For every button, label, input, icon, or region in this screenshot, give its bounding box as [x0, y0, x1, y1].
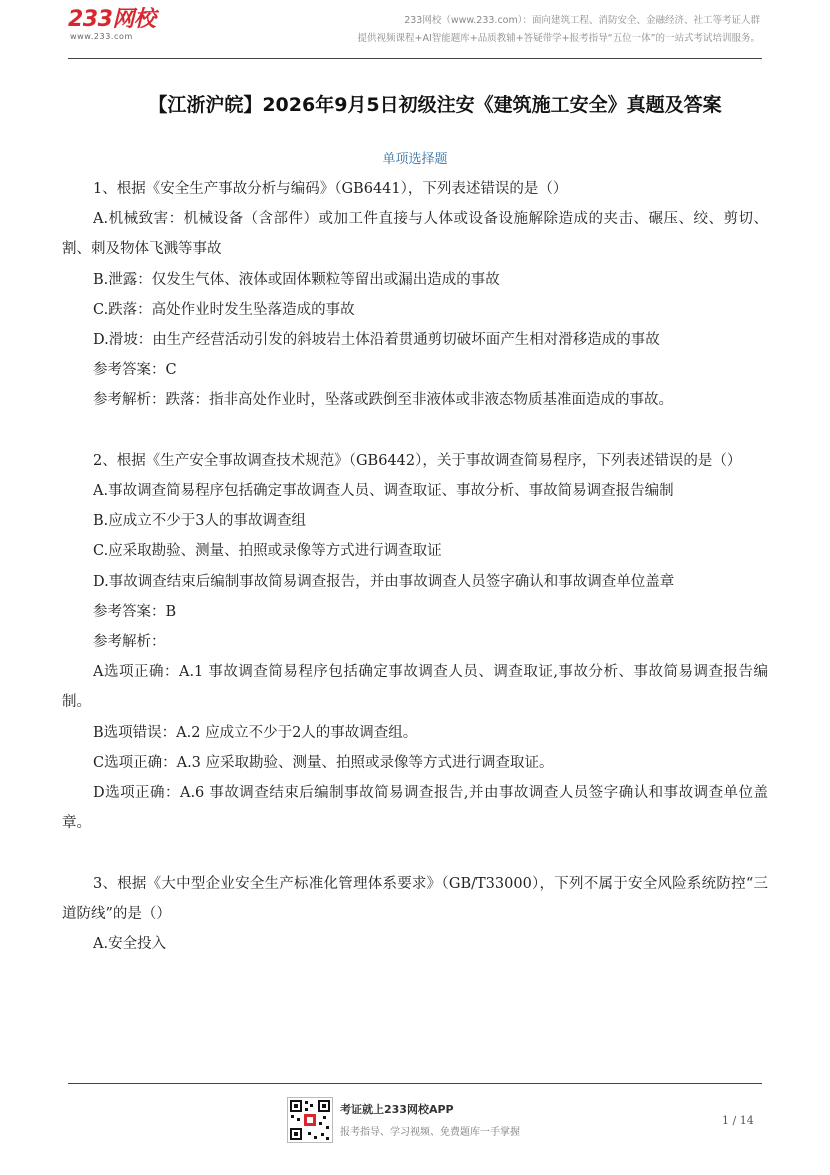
paragraph: C选项正确：A.3 应采取勘验、测量、拍照或录像等方式进行调查取证。	[93, 754, 554, 771]
logo-text: 233网校	[68, 7, 156, 32]
paragraph: 2、根据《生产安全事故调查技术规范》（GB6442），关于事故调查简易程序，下列表述错误的是（）	[93, 452, 742, 469]
paragraph: D.事故调查结束后编制事故简易调查报告，并由事故调查人员签字确认和事故调查单位盖章	[93, 573, 675, 590]
paragraph-spacer	[62, 416, 768, 446]
header-divider	[68, 58, 762, 59]
paragraph: 参考解析：	[93, 634, 166, 651]
paragraph: A.机械致害：机械设备（含部件）或加工件直接与人体或设备设施解除造成的夹击、碾压、绞、剪切、割、刺及物体飞溅等事故	[62, 211, 768, 258]
paragraph-spacer	[62, 838, 768, 868]
paragraph: B选项错误：A.2 应成立不少于2人的事故调查组。	[93, 724, 418, 741]
header-line-1: 233网校（www.233.com）：面向建筑工程、消防安全、金融经济、社工等考证人群	[404, 15, 760, 26]
page-header	[0, 0, 830, 60]
footer-app-subtitle: 报考指导、学习视频、免费题库一手掌握	[340, 1127, 520, 1138]
paragraph: 1、根据《安全生产事故分析与编码》（GB6441），下列表述错误的是（）	[93, 181, 568, 197]
paragraph: 参考答案：B	[93, 603, 177, 620]
paragraph: 参考答案：C	[93, 362, 177, 379]
footer-divider	[68, 1083, 762, 1084]
document-body	[62, 174, 768, 959]
paragraph: A选项正确：A.1 事故调查简易程序包括确定事故调查人员、调查取证,事故分析、事故简易调查报告编制。	[62, 664, 768, 711]
paragraph: 3、根据《大中型企业安全生产标准化管理体系要求》（GB/T33000），下列不属于安全风险系统防控“三道防线”的是（）	[62, 875, 768, 922]
paragraph: A.事故调查简易程序包括确定事故调查人员、调查取证、事故分析、事故简易调查报告编制	[93, 483, 674, 500]
section-heading: 单项选择题	[382, 152, 448, 167]
header-description	[358, 12, 761, 48]
paragraph: A.安全投入	[93, 936, 167, 953]
paragraph: C.应采取勘验、测量、拍照或录像等方式进行调查取证	[93, 543, 442, 560]
paragraph: 参考解析：跌落：指非高处作业时，坠落或跌倒至非液体或非液态物质基准面造成的事故。	[93, 392, 673, 409]
brand-logo[interactable]	[68, 8, 155, 42]
header-line-2: 提供视频课程+AI智能题库+品质教辅+答疑带学+报考指导“五位一体”的一站式考试培训服务。	[357, 33, 760, 44]
paragraph: B.应成立不少于3人的事故调查组	[93, 513, 306, 530]
paragraph: B.泄露：仅发生气体、液体或固体颗粒等留出或漏出造成的事故	[93, 271, 500, 288]
document-title: 【江浙沪皖】2026年9月5日初级注安《建筑施工安全》真题及答案	[148, 94, 722, 116]
paragraph: D选项正确：A.6 事故调查结束后编制事故简易调查报告,并由事故调查人员签字确认和事故调查单位盖章。	[62, 785, 768, 832]
qr-code-icon[interactable]	[287, 1097, 333, 1143]
footer-app-promo: 考证就上233网校APP	[340, 1103, 454, 1116]
paragraph: C.跌落：高处作业时发生坠落造成的事故	[93, 301, 355, 318]
paragraph: D.滑坡：由生产经营活动引发的斜坡岩土体沿着贯通剪切破坏面产生相对滑移造成的事故	[93, 332, 660, 349]
page-number: 1 / 14	[722, 1114, 754, 1127]
logo-url: www.233.com	[70, 32, 133, 41]
